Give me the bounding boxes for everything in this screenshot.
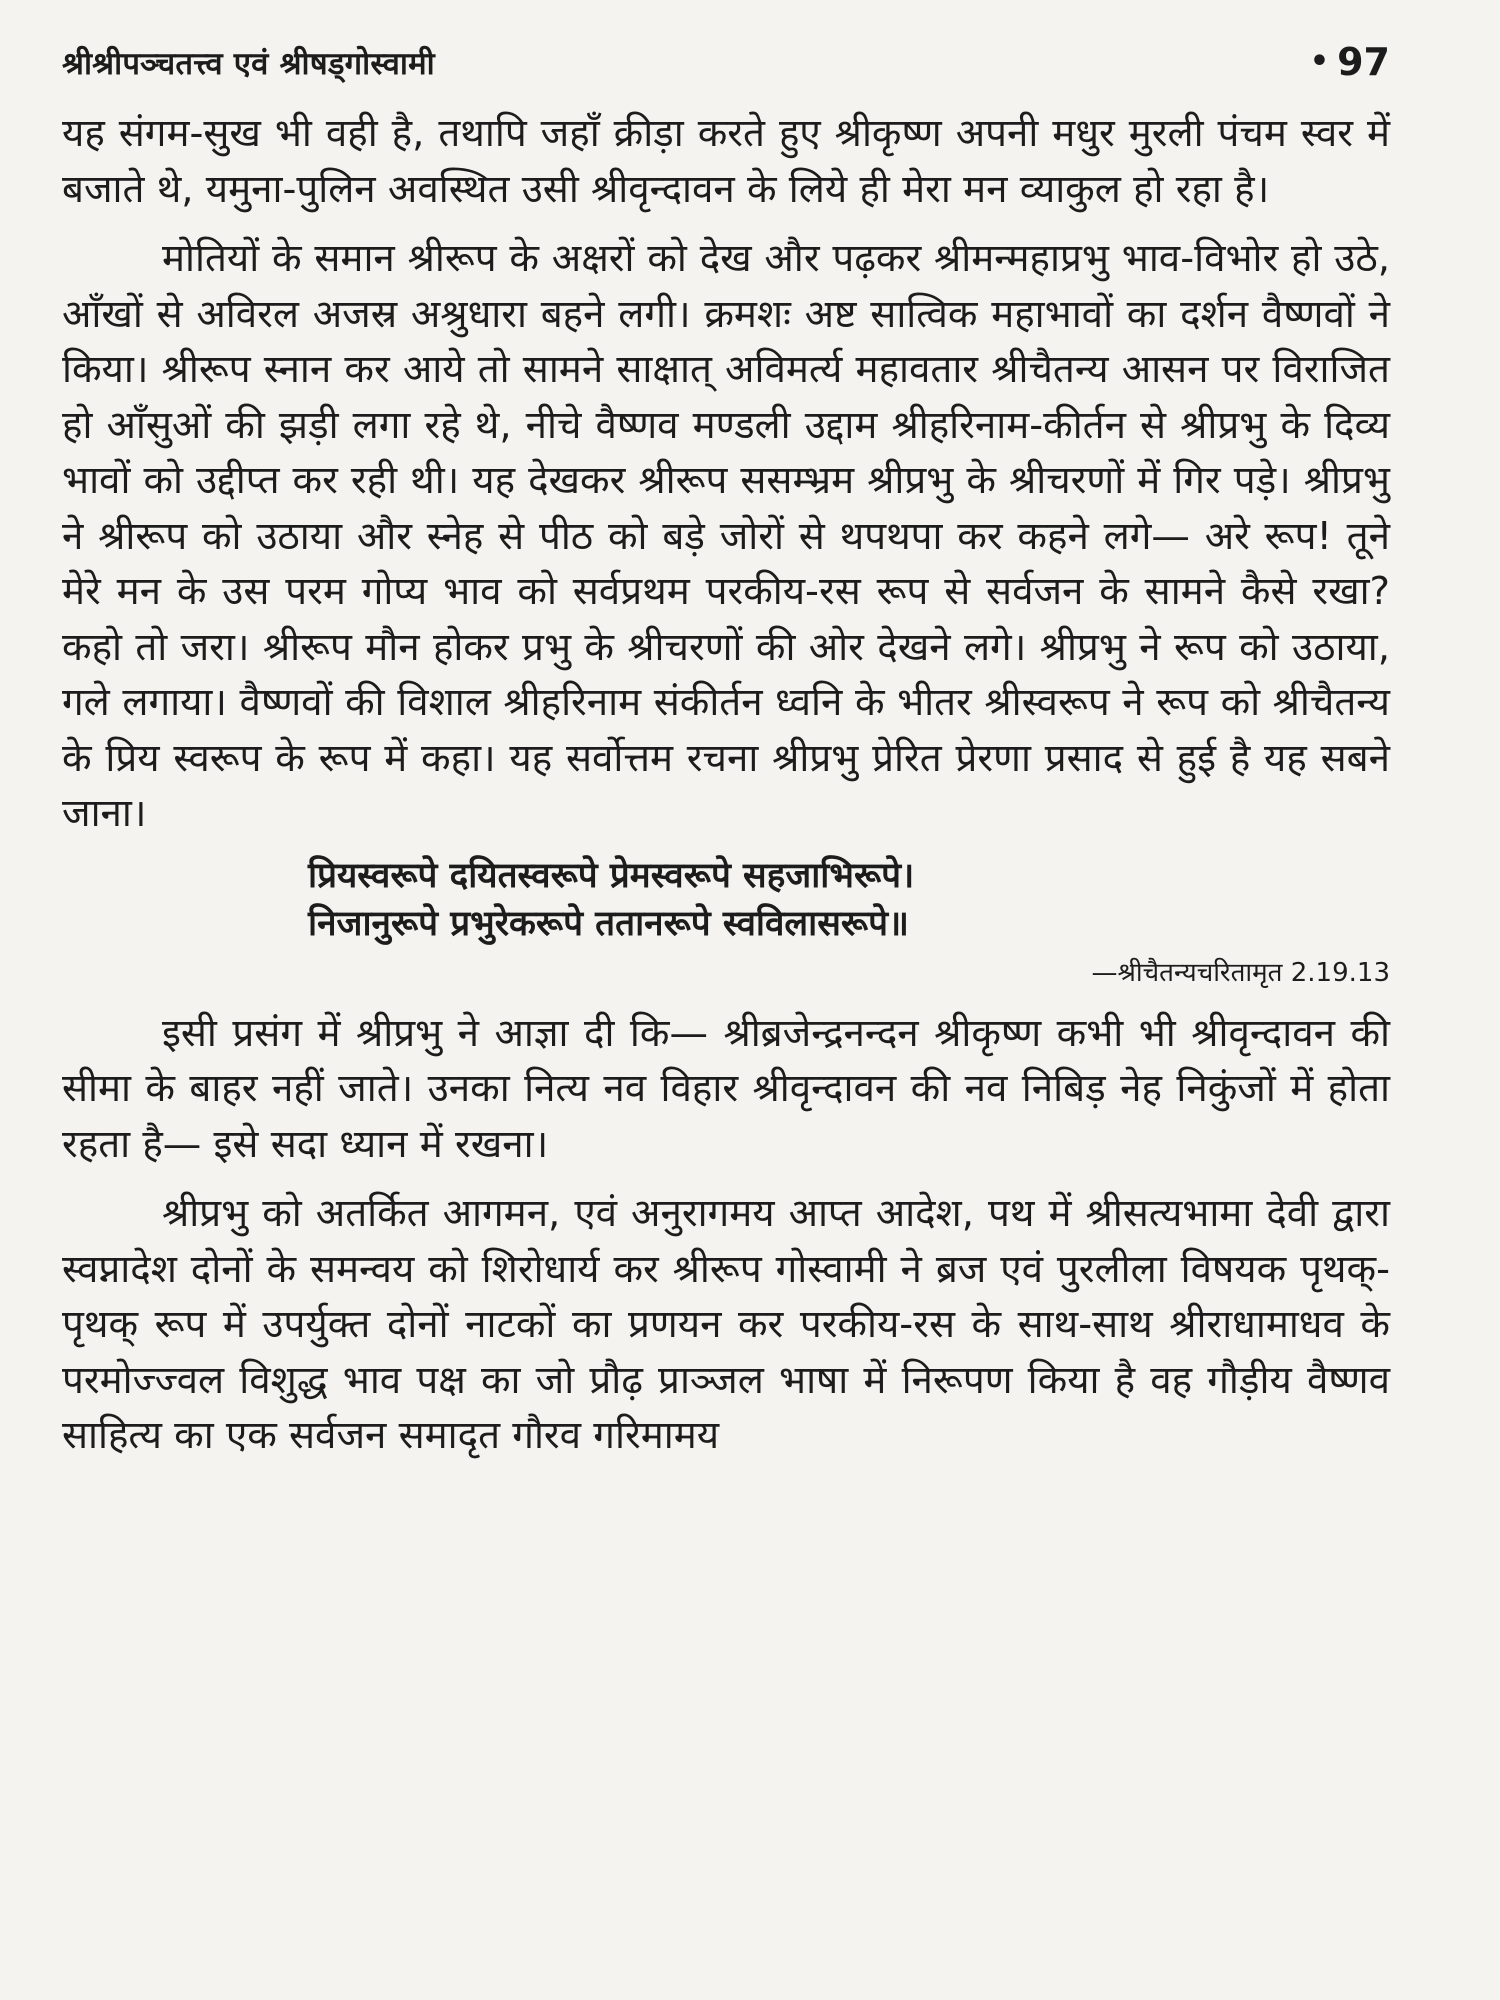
page-number — [1310, 40, 1390, 84]
paragraph-3: इसी प्रसंग में श्रीप्रभु ने आज्ञा दी कि— श्रीब्रजेन्द्रनन्दन श्रीकृष्ण कभी भी श्रीवृन्दावन की सीमा के बाहर नहीं जाते। उनका नित्य नव विहार श्रीवृन्दावन की नव निबिड़ नेह निकुंजों में होता रहता है— इसे सदा ध्यान में रखना। — [62, 1010, 1390, 1167]
page-header — [62, 30, 1390, 84]
verse-line-2: निजानुरूपे प्रभुरेकरूपे ततानरूपे स्वविलासरूपे॥ — [308, 903, 909, 944]
verse-citation: —श्रीचैतन्यचरितामृत 2.19.13 — [1091, 957, 1390, 988]
paragraph-2: मोतियों के समान श्रीरूप के अक्षरों को देख और पढ़कर श्रीमन्महाप्रभु भाव-विभोर हो उठे, आँखों से अविरल अजस्र अश्रुधारा बहने लगी। क्रमशः अष्ट सात्विक महाभावों का दर्शन वैष्णवों ने किया। श्रीरूप स्नान कर आये तो सामने साक्षात् अविमर्त्य महावतार श्रीचैतन्य आसन पर विराजित हो आँसुओं की झड़ी लगा रहे थे, नीचे वैष्णव मण्डली उद्दाम श्रीहरिनाम-कीर्तन से श्रीप्रभु के दिव्य भावों को उद्दीप्त कर रही थी। यह देखकर श्रीरूप ससम्भ्रम श्रीप्रभु के श्रीचरणों में गिर पड़े। श्रीप्रभु ने श्रीरूप को उठाया और स्नेह से पीठ को बड़े जोरों से थपथपा कर कहने लगे— अरे रूप! तूने मेरे मन के उस परम गोप्य भाव को सर्वप्रथम परकीय-रस रूप से सर्वजन के सामने कैसे रखा? कहो तो जरा। श्रीरूप मौन होकर प्रभु के श्रीचरणों की ओर देखने लगे। श्रीप्रभु ने रूप को उठाया, गले लगाया। वैष्णवों की विशाल श्रीहरिनाम संकीर्तन ध्वनि के भीतर श्रीस्वरूप ने रूप को श्रीचैतन्य के प्रिय स्वरूप के रूप में कहा। यह सर्वोत्तम रचना श्रीप्रभु प्रेरित प्रेरणा प्रसाद से हुई है यह सबने जाना। — [62, 236, 1390, 836]
paragraph-1: यह संगम-सुख भी वही है, तथापि जहाँ क्रीड़ा करते हुए श्रीकृष्ण अपनी मधुर मुरली पंचम स्वर में बजाते थे, यमुना-पुलिन अवस्थित उसी श्रीवृन्दावन के लिये ही मेरा मन व्याकुल हो रहा है। — [62, 111, 1390, 212]
page-body — [62, 106, 1390, 1464]
running-title: श्रीश्रीपञ्चतत्त्व एवं श्रीषड्गोस्वामी — [62, 46, 435, 82]
bullet-icon: • — [1309, 44, 1330, 79]
verse-line-1: प्रियस्वरूपे दयितस्वरूपे प्रेमस्वरूपे सहजाभिरूपे। — [308, 855, 915, 896]
sanskrit-verse — [62, 852, 1390, 948]
paragraph-4: श्रीप्रभु को अतर्कित आगमन, एवं अनुरागमय आप्त आदेश, पथ में श्रीसत्यभामा देवी द्वारा स्वप्नादेश दोनों के समन्वय को शिरोधार्य कर श्रीरूप गोस्वामी ने ब्रज एवं पुरलीला विषयक पृथक्-पृथक् रूप में उपर्युक्त दोनों नाटकों का प्रणयन कर परकीय-रस के साथ-साथ श्रीराधामाधव के परमोज्ज्वल विशुद्ध भाव पक्ष का जो प्रौढ़ प्राञ्जल भाषा में निरूपण किया है वह गौड़ीय वैष्णव साहित्य का एक सर्वजन समादृत गौरव गरिमामय — [62, 1191, 1390, 1458]
page-number-value: 97 — [1337, 40, 1390, 84]
